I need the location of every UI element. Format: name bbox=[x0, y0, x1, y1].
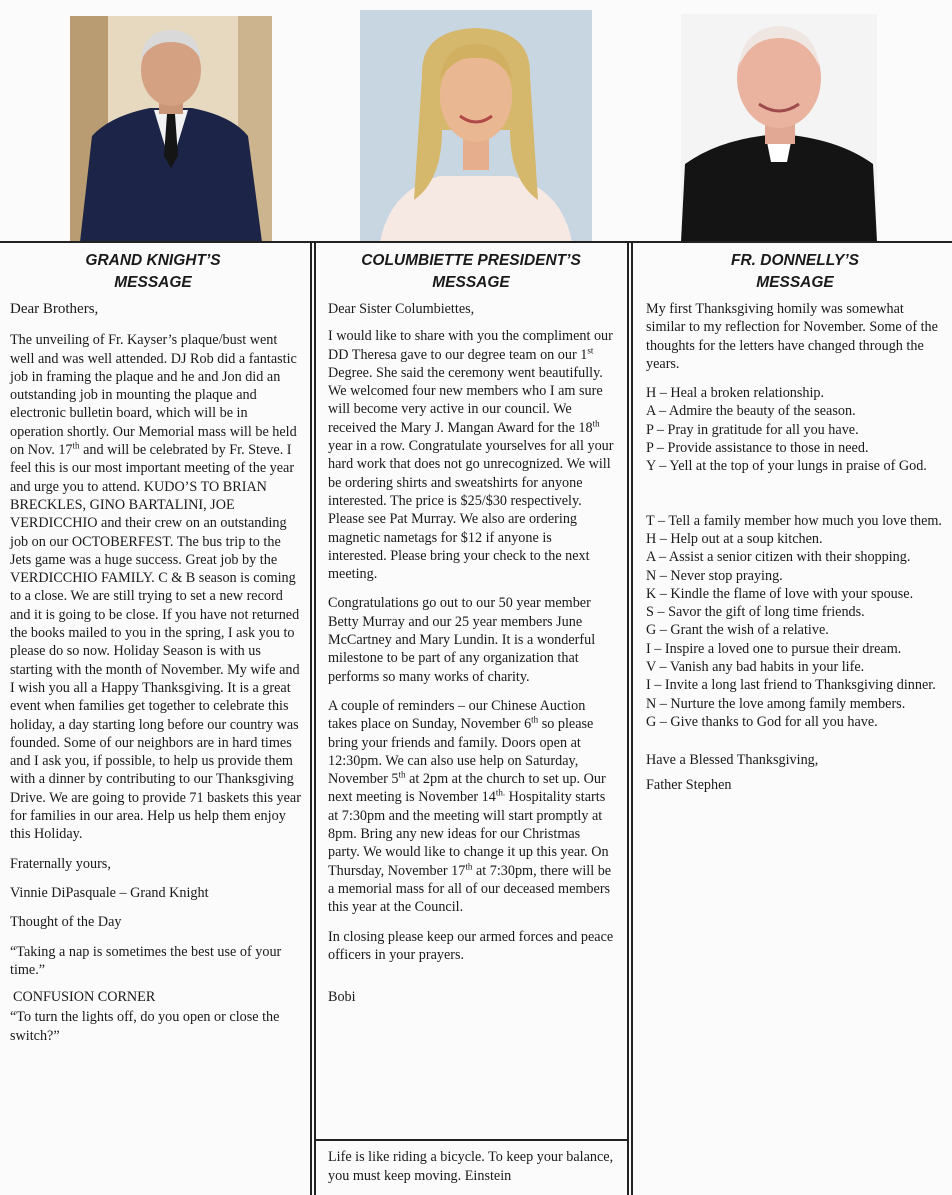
list-item: A – Assist a senior citizen with their shopping. bbox=[646, 549, 911, 566]
list-item: H – Help out at a soup kitchen. bbox=[646, 530, 823, 547]
thought-of-day-title: Thought of the Day bbox=[10, 914, 122, 931]
fr-donnelly-signature: Father Stephen bbox=[646, 776, 732, 793]
list-item: H – Heal a broken relationship. bbox=[646, 385, 825, 402]
thought-of-day-text: “Taking a nap is sometimes the best use of your time.” bbox=[10, 943, 282, 978]
columbiette-salutation: Dear Sister Columbiettes, bbox=[328, 301, 475, 317]
list-item: V – Vanish any bad habits in your life. bbox=[646, 659, 865, 676]
columbiette-president-photo bbox=[360, 10, 592, 242]
list-item: I – Invite a long last friend to Thanksgiving dinner. bbox=[646, 677, 936, 694]
top-rule bbox=[0, 241, 952, 243]
grand-knight-closing: Fraternally yours, bbox=[10, 855, 111, 872]
confusion-corner-text: “To turn the lights off, do you open or close the switch?” bbox=[10, 1009, 280, 1044]
columbiette-paragraph-3: A couple of reminders – our Chinese Auction takes place on Sunday, November 6th so please bring your friends and family. Doors open at 12:30pm. We can also use help on Saturday, November 5th at 2pm at the church to set up. Our next meeting is November $14^{th.}$ Hospitality starts at 7:30pm and the meeting will start promptly at 8pm. Bring any new ideas for our Christmas party. We would like to change it up this year. On Thursday, November 17th at 7:30pm, there will be a memorial mass for all of our deceased members this year at the Council. bbox=[328, 697, 612, 916]
list-item: P – Pray in gratitude for all you have. bbox=[646, 421, 859, 438]
column-divider-right-a bbox=[627, 241, 629, 1195]
columbiette-president-heading: COLUMBIETTE PRESIDENT’S MESSAGE bbox=[361, 252, 581, 291]
fr-donnelly-column bbox=[646, 250, 944, 805]
column-divider-left-a bbox=[310, 241, 312, 1195]
list-item: N – Nurture the love among family members. bbox=[646, 695, 906, 712]
thanksgiving-acrostic-list bbox=[646, 512, 944, 732]
grand-knight-heading: GRAND KNIGHT’S MESSAGE bbox=[85, 252, 221, 291]
fr-donnelly-intro: My first Thanksgiving homily was somewhat similar to my reflection for November. Some of the thoughts for the letters have changed through the years. bbox=[646, 301, 938, 372]
columbiette-signature: Bobi bbox=[328, 989, 356, 1006]
list-item: G – Grant the wish of a relative. bbox=[646, 622, 829, 639]
list-item: N – Never stop praying. bbox=[646, 567, 783, 584]
list-item: G – Give thanks to God for all you have. bbox=[646, 713, 878, 730]
fr-donnelly-heading: FR. DONNELLY’S MESSAGE bbox=[730, 252, 860, 291]
list-item: A – Admire the beauty of the season. bbox=[646, 403, 856, 420]
happy-acrostic-list bbox=[646, 384, 944, 475]
columbiette-president-column bbox=[328, 250, 614, 1017]
list-item: T – Tell a family member how much you love them. bbox=[646, 512, 942, 529]
grand-knight-salutation: Dear Brothers, bbox=[10, 301, 99, 317]
list-item: Y – Yell at the top of your lungs in praise of God. bbox=[646, 458, 927, 475]
columbiette-paragraph-4: In closing please keep our armed forces and peace officers in your prayers. bbox=[328, 928, 614, 963]
grand-knight-signature: Vinnie DiPasquale – Grand Knight bbox=[10, 884, 209, 901]
list-item: I – Inspire a loved one to pursue their dream. bbox=[646, 640, 902, 657]
column-divider-left-b bbox=[314, 241, 316, 1195]
grand-knight-photo bbox=[70, 16, 272, 242]
fr-donnelly-photo bbox=[681, 14, 877, 242]
grand-knight-body: The unveiling of Fr. Kayser’s plaque/bust went well and was well attended. DJ Rob did a fantastic job in framing the plaque and he and Jon did an outstanding job in mounting the plaque and electronic bulletin board, which will be in operation shortly. Our Memorial mass will be held on Nov. 17th and will be celebrated by Fr. Steve. I feel this is our most important meeting of the year and urge you to attend. KUDO’S TO BRIAN BRECKLES, GINO BARTALINI, JOE VERDICCHIO and their crew on an outstanding job on our OCTOBERFEST. The bus trip to the Jets game was a huge success. Great job by the VERDICCHIO FAMILY. C & B season is coming to a close. We are still trying to set a new record and it is going to be close. If you have not returned the books mailed to you in the spring, I ask you to please do so now. Holiday Season is with us starting with the month of November. My wife and I wish you all a Happy Thanksgiving. It is a great event when families get together to celebrate this holiday, a day starting long before our country was founded. Some of our neighbors are in hard times and I ask you, if possible, to help us provide them with a dinner by contributing to our Thanksgiving Drive. We are going to provide 71 baskets this year for families in our area. Help us help them enjoy this Holiday. bbox=[10, 332, 301, 843]
quote-rule bbox=[314, 1139, 629, 1141]
grand-knight-column bbox=[10, 250, 302, 1056]
einstein-quote: Life is like riding a bicycle. To keep your balance, you must keep moving. Einstein bbox=[328, 1149, 614, 1184]
list-item: S – Savor the gift of long time friends. bbox=[646, 604, 865, 621]
columbiette-paragraph-1: I would like to share with you the compliment our DD Theresa gave to our degree team on our 1st Degree. She said the ceremony went beautifully. We welcomed four new members who I am sure will become very active in our council. We received the Mary J. Mangan Award for the 18th year in a row. Congratulate yourselves for all your hard work that does not go unrecognized. We will be ordering shirts and sweatshirts for anyone interested. The price is $25/$30 respectively. Please see Pat Murray. We also are ordering magnetic nametags for $12 if anyone is interested. Please bring your check to the next meeting. bbox=[328, 328, 614, 583]
column-divider-right-b bbox=[631, 241, 633, 1195]
list-item: K – Kindle the flame of love with your spouse. bbox=[646, 585, 914, 602]
columbiette-paragraph-2: Congratulations go out to our 50 year member Betty Murray and our 25 year members June McCartney and Mary Lundin. It is a wonderful milestone to be part of any organization that performs so many works of charity. bbox=[328, 595, 596, 685]
confusion-corner-title: CONFUSION CORNER bbox=[13, 989, 156, 1006]
list-item: P – Provide assistance to those in need. bbox=[646, 440, 869, 457]
fr-donnelly-closing: Have a Blessed Thanksgiving, bbox=[646, 752, 819, 769]
